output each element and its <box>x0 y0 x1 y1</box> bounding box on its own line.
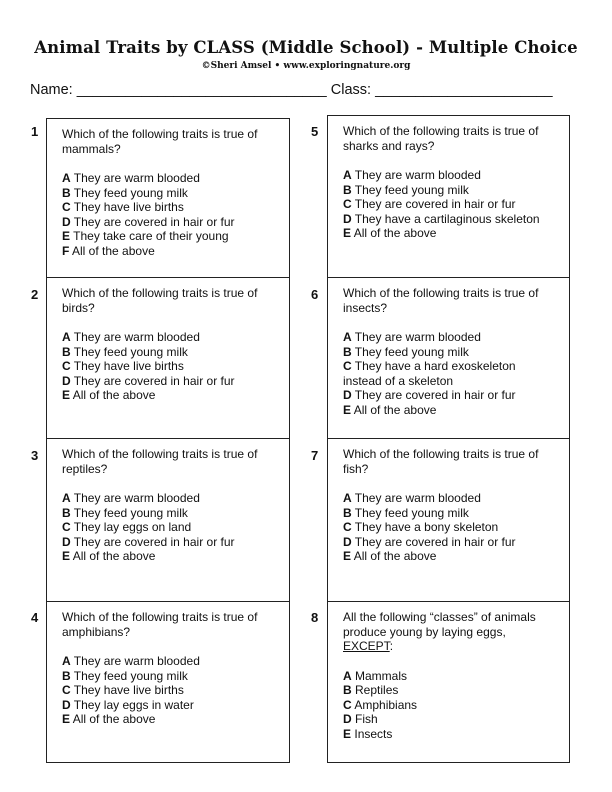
option-text: They feed young milk <box>354 344 469 359</box>
question-number: 4 <box>31 610 39 625</box>
answer-option[interactable] <box>343 345 557 360</box>
option-letter: B <box>343 683 352 697</box>
option-letter: C <box>343 697 352 712</box>
question-text: Which of the following traits is true of amphibians? <box>62 610 258 639</box>
question-box-2 <box>46 277 290 439</box>
option-text: They are covered in hair or fur <box>354 388 516 402</box>
question-text: Which of the following traits is true of insects? <box>343 286 539 315</box>
answer-option[interactable] <box>62 506 277 521</box>
answer-option[interactable] <box>343 683 557 698</box>
option-letter: E <box>62 229 71 243</box>
question-number: 7 <box>311 448 319 463</box>
answer-option[interactable] <box>62 535 277 550</box>
option-letter: B <box>62 185 71 200</box>
option-text: They lay eggs in water <box>73 697 194 712</box>
option-letter: E <box>62 549 71 563</box>
option-text: They lay eggs on land <box>73 520 192 534</box>
name-label: Name: <box>30 82 73 98</box>
option-letter: C <box>343 359 352 373</box>
answer-option[interactable] <box>62 345 277 360</box>
option-text: They have a hard exoskeleton instead of a skeleton <box>343 359 516 388</box>
question-number: 2 <box>31 287 39 302</box>
answer-option[interactable] <box>343 698 557 713</box>
option-text: All of the above <box>72 549 156 563</box>
option-text: They feed young milk <box>354 182 469 197</box>
option-letter: E <box>343 402 352 417</box>
option-letter: A <box>62 330 71 344</box>
option-letter: D <box>62 373 71 388</box>
answer-option[interactable] <box>62 712 277 727</box>
answer-option[interactable] <box>62 330 277 345</box>
option-text: They feed young milk <box>73 505 188 520</box>
answer-option[interactable] <box>343 520 557 535</box>
option-letter: A <box>343 491 352 505</box>
answer-option[interactable] <box>62 520 277 535</box>
option-text: Fish <box>355 712 378 726</box>
option-letter: E <box>343 726 352 741</box>
option-text: They have live births <box>73 683 184 697</box>
option-text: They have a bony skeleton <box>354 520 499 534</box>
question-text: Which of the following traits is true of mammals? <box>62 127 258 156</box>
option-text: All of the above <box>353 549 437 563</box>
option-letter: D <box>343 388 352 402</box>
option-text: They are warm blooded <box>354 491 481 505</box>
option-letter: B <box>62 505 71 520</box>
option-text: They are covered in hair or fur <box>73 214 235 229</box>
answer-option[interactable] <box>343 506 557 521</box>
answer-option[interactable] <box>62 215 277 230</box>
question-box-4 <box>46 601 290 763</box>
answer-option[interactable] <box>343 388 557 403</box>
credit-line: ©Sheri Amsel • www.exploringnature.org <box>201 61 411 71</box>
question-text: Which of the following traits is true of reptiles? <box>62 447 258 476</box>
option-text: Reptiles <box>355 683 399 697</box>
answer-option[interactable] <box>62 200 277 215</box>
answer-option[interactable] <box>62 359 277 374</box>
answer-option[interactable] <box>343 359 519 388</box>
option-text: They are covered in hair or fur <box>73 373 235 388</box>
name-class-line <box>30 82 590 98</box>
answer-option[interactable] <box>343 669 557 684</box>
option-text: All of the above <box>353 226 437 240</box>
option-text: They feed young milk <box>354 505 469 520</box>
question-box-5 <box>327 115 570 278</box>
option-letter: A <box>343 668 352 683</box>
answer-option[interactable] <box>343 712 557 727</box>
option-letter: C <box>62 359 71 373</box>
question-number: 8 <box>311 610 319 625</box>
answer-option[interactable] <box>62 374 277 389</box>
option-text: They have a cartilaginous skeleton <box>354 211 540 226</box>
option-letter: C <box>62 200 71 214</box>
option-text: They are warm blooded <box>354 330 481 344</box>
question-text <box>343 610 557 654</box>
answer-option[interactable] <box>62 388 277 403</box>
question-number: 1 <box>31 124 39 139</box>
option-letter: B <box>343 182 352 197</box>
option-text: Insects <box>354 726 393 741</box>
question-emphasis: EXCEPT <box>343 639 390 653</box>
option-text: They are covered in hair or fur <box>354 197 516 211</box>
option-letter: B <box>343 505 352 520</box>
option-letter: C <box>62 520 71 534</box>
question-box-7 <box>327 438 570 602</box>
answer-option[interactable] <box>343 403 557 418</box>
question-box-6 <box>327 277 570 439</box>
option-text: They feed young milk <box>73 668 188 683</box>
answer-option[interactable] <box>343 168 557 183</box>
answer-option[interactable] <box>62 491 277 506</box>
answer-option[interactable] <box>62 698 277 713</box>
option-text: They have live births <box>73 359 184 373</box>
option-text: All of the above <box>72 243 155 258</box>
answer-option[interactable] <box>62 654 277 669</box>
option-text: They feed young milk <box>73 344 188 359</box>
option-letter: D <box>62 534 71 549</box>
option-letter: B <box>62 668 71 683</box>
answer-option[interactable] <box>62 549 277 564</box>
option-letter: E <box>62 388 71 402</box>
option-letter: D <box>343 534 352 549</box>
option-text: All of the above <box>72 388 156 402</box>
option-text: All of the above <box>72 712 156 726</box>
question-text: Which of the following traits is true of fish? <box>343 447 539 476</box>
option-letter: D <box>343 712 352 726</box>
answer-option[interactable] <box>343 535 557 550</box>
option-letter: A <box>343 330 352 344</box>
option-letter: C <box>343 520 352 534</box>
question-number: 3 <box>31 448 39 463</box>
answer-option[interactable] <box>62 244 277 259</box>
answer-option[interactable] <box>343 197 557 212</box>
option-text: They take care of their young <box>73 229 229 243</box>
answer-option[interactable] <box>343 727 557 742</box>
question-text: Which of the following traits is true of sharks and rays? <box>343 124 539 153</box>
option-letter: E <box>343 549 352 563</box>
option-text: They are covered in hair or fur <box>73 534 235 549</box>
option-letter: A <box>62 654 71 668</box>
question-text-suffix: : <box>389 639 394 653</box>
option-letter: C <box>62 683 71 697</box>
option-text: They are warm blooded <box>73 654 200 668</box>
option-letter: E <box>62 712 71 726</box>
option-letter: B <box>343 344 352 359</box>
answer-option[interactable] <box>343 491 557 506</box>
answer-option[interactable] <box>62 171 277 186</box>
answer-option[interactable] <box>62 186 277 201</box>
option-letter: F <box>62 243 70 258</box>
option-letter: D <box>62 697 71 712</box>
name-field[interactable]: _______________________________ <box>76 82 327 98</box>
option-text: They are covered in hair or fur <box>354 534 516 549</box>
answer-option[interactable] <box>343 183 557 198</box>
option-text: They feed young milk <box>73 185 188 200</box>
question-text-prefix: All the following “classes” of animals produce young by laying eggs, <box>343 610 536 639</box>
option-letter: A <box>343 168 352 182</box>
answer-option[interactable] <box>343 330 557 345</box>
option-letter: E <box>343 226 352 240</box>
option-text: Amphibians <box>354 697 418 712</box>
answer-option[interactable] <box>343 212 557 227</box>
option-text: They are warm blooded <box>354 168 481 182</box>
answer-option[interactable] <box>343 226 557 241</box>
question-number: 5 <box>311 124 319 139</box>
option-text: They are warm blooded <box>73 171 200 185</box>
class-label: Class: <box>330 82 372 98</box>
option-letter: A <box>62 171 71 185</box>
option-text: They are warm blooded <box>73 330 200 344</box>
question-box-1 <box>46 118 290 278</box>
option-letter: C <box>343 197 352 211</box>
class-field[interactable]: ______________________ <box>375 82 553 98</box>
answer-option[interactable] <box>62 229 277 244</box>
option-text: They have live births <box>73 200 184 214</box>
answer-option[interactable] <box>343 549 557 564</box>
answer-option[interactable] <box>62 683 277 698</box>
page-title: Animal Traits by CLASS (Middle School) - Multiple Choice <box>34 38 578 57</box>
answer-option[interactable] <box>62 669 277 684</box>
question-box-3 <box>46 438 290 602</box>
option-text: Mammals <box>355 668 408 683</box>
option-letter: D <box>62 214 71 229</box>
question-box-8 <box>327 601 570 763</box>
option-letter: B <box>62 344 71 359</box>
question-text: Which of the following traits is true of birds? <box>62 286 258 315</box>
option-text: They are warm blooded <box>73 491 200 505</box>
option-letter: D <box>343 211 352 226</box>
option-text: All of the above <box>353 402 437 417</box>
question-number: 6 <box>311 287 319 302</box>
option-letter: A <box>62 491 71 505</box>
